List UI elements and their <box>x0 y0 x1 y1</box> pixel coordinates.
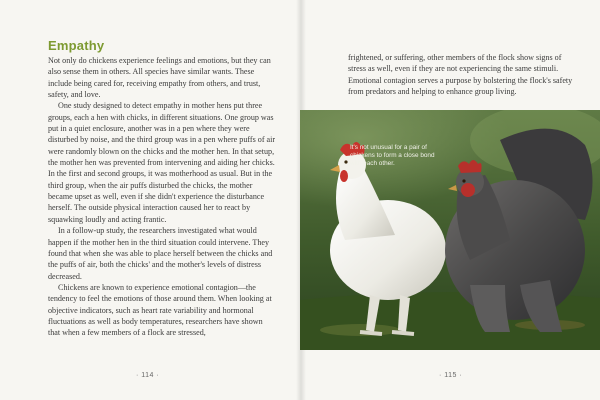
paragraph: In a follow-up study, the researchers investigated what would happen if the mother hen in the third situation could intervene. They found that when she was able to place herself between the chicks and the puffs of air, both the chicks' and the mother's levels of distress decreased. <box>48 226 273 281</box>
section-heading: Empathy <box>48 38 105 53</box>
left-body-text <box>48 55 276 339</box>
page-number: · 114 · <box>136 372 160 379</box>
paragraph: One study designed to detect empathy in mother hens put three groups, each a hen with chicks, in different situations. One group was put in a quiet enclosure, another was in a pen where they were disturbed by noise, and the third group was in a pen where puffs of air were randomly blown on the chicks and the mother hen. In that setup, the mother hen was prevented from intervening and aiding her chicks. In the first and second groups, it was motherhood as usual. But in the third group, when the air puffs disturbed the chicks, the mother became upset as well, even if she didn't experience the disturbance herself. The outside physical interaction caused her to react by squawking loudly and acting frantic. <box>48 101 276 224</box>
paragraph: Chickens are known to experience emotional contagion—the tendency to feel the emotions of those around them. When looking at objective indicators, such as heart rate variability and hormonal fluctuations as well as body temperatures, researchers have shown that when a few members of a flock are stressed, <box>48 282 272 338</box>
paragraph: frightened, or suffering, other members of the flock show signs of stress as well, even if they are not experiencing the same stimuli. Emotional contagion serves a purpose by bolstering the flock's safety from predators and helping to enhance group living. <box>348 53 573 97</box>
right-page <box>300 0 600 400</box>
page-number: · 115 · <box>439 372 463 379</box>
right-body-text <box>348 52 578 97</box>
photo-caption: It's not unusual for a pair of chickens to form a close bond with each other. <box>350 144 435 168</box>
chickens-photo <box>300 110 600 350</box>
paragraph: Not only do chickens experience feelings and emotions, but they can also sense them in others. All species have similar wants. These include being cared for, receiving empathy from others, and trust, safety, and love. <box>48 56 271 100</box>
